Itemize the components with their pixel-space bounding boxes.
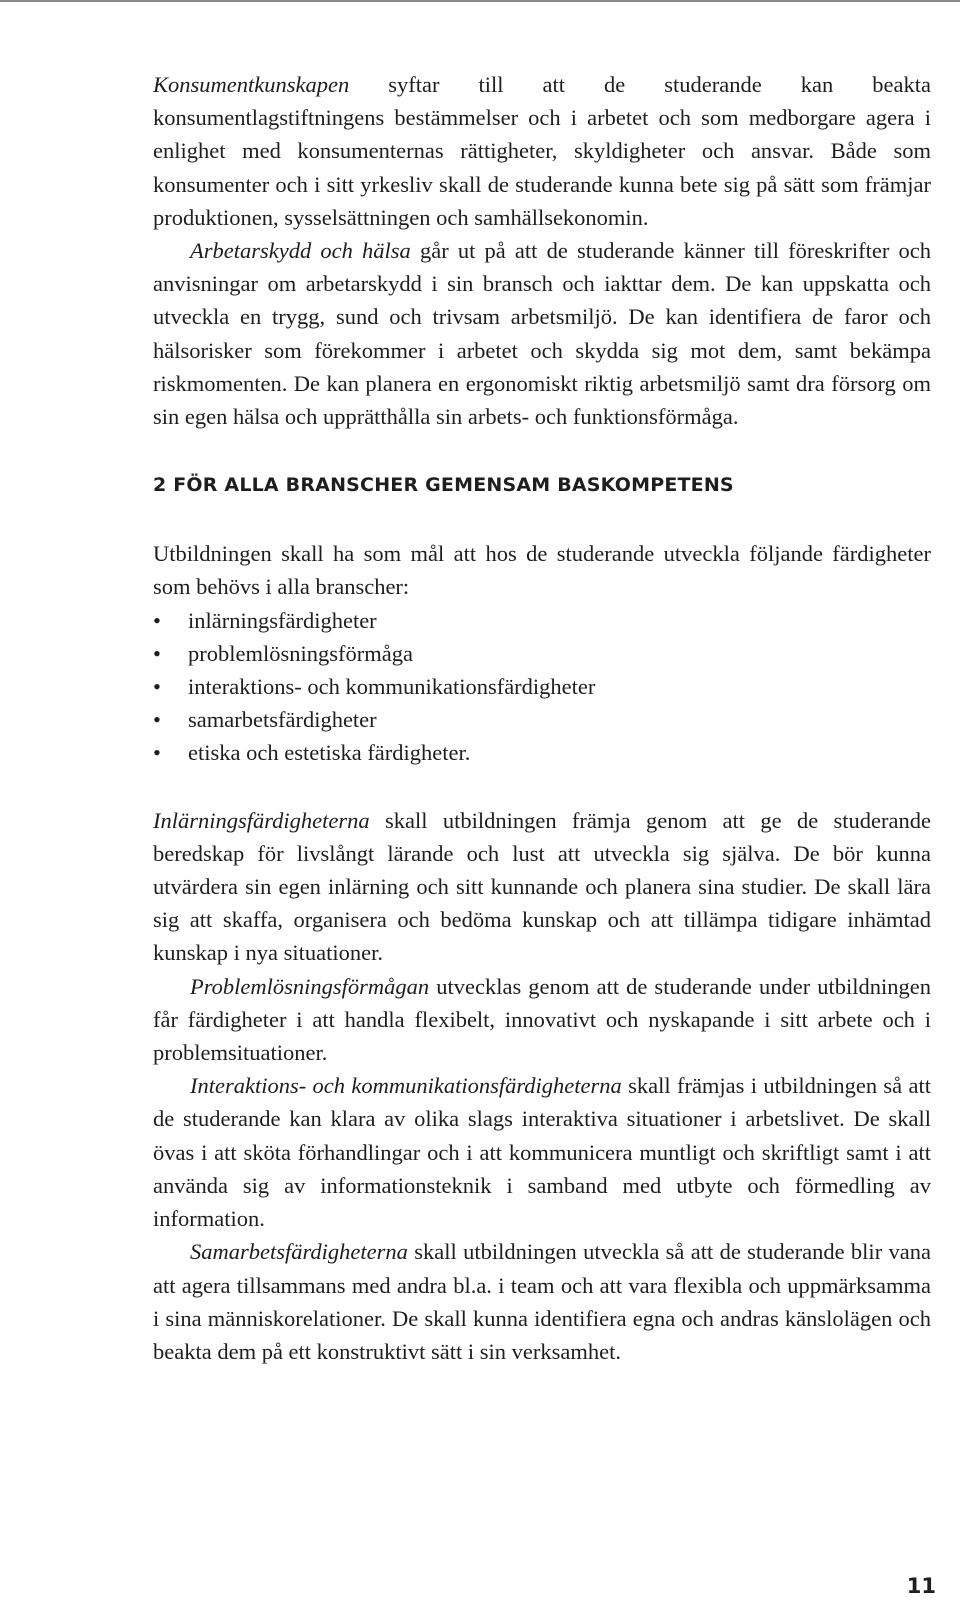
list-item (153, 670, 931, 703)
skills-descriptions (153, 804, 931, 1368)
intro-paragraph: Utbildningen skall ha som mål att hos de studerande utveckla följande färdigheter som behövs i alla branscher: (153, 541, 931, 600)
bullet-icon: • (153, 674, 161, 700)
list-item-text: etiska och estetiska färdigheter. (188, 740, 471, 766)
paragraph-arbetarskydd (153, 234, 931, 433)
bullet-icon: • (153, 607, 161, 633)
paragraph-text: går ut på att de studerande känner till föreskrifter och anvisningar om arbetarskydd i sin bransch och iakttar dem. De kan uppskatta och utveckla en trygg, sund och trivsam arbetsmiljö. De kan identifiera de faror och hälsorisker som förekommer i arbetet och skydda sig mot dem, samt bekämpa riskmomenten. De kan planera en ergonomiskt riktig arbetsmiljö samt dra försorg om sin egen hälsa och upprätthålla sin arbets- och funktionsförmåga. (153, 238, 931, 430)
paragraph-problemlosningsformagan (153, 970, 931, 1070)
paragraph-interaktionsfardigheterna (153, 1069, 931, 1235)
list-item (153, 604, 931, 637)
top-rule (0, 0, 960, 2)
list-item (153, 703, 931, 736)
bullet-icon: • (153, 707, 161, 733)
paragraph-lead: Interaktions- och kommunikationsfärdigheterna (190, 1073, 622, 1099)
bullet-icon: • (153, 740, 161, 766)
section-heading: 2 FÖR ALLA BRANSCHER GEMENSAM BASKOMPETENS (153, 474, 734, 497)
page-body (153, 68, 931, 1368)
paragraph-lead: Samarbetsfärdigheterna (190, 1239, 408, 1265)
paragraph-text: skall utbildningen utveckla så att de studerande blir vana att agera tillsammans med andra bl.a. i team och att vara flexibla och uppmärksamma i sina människorelationer. De skall kunna identifiera egna och andras känslolägen och beakta dem på ett konstruktivt sätt i sin verksamhet. (153, 1239, 931, 1364)
paragraph-konsumentkunskapen (153, 68, 931, 234)
list-item-text: samarbetsfärdigheter (188, 707, 377, 733)
skills-list (153, 604, 931, 770)
paragraph-text: syftar till att de studerande kan beakta konsumentlagstiftningens bestämmelser och i arbetet och som medborgare agera i enlighet med konsumenternas rättigheter, skyldigheter och ansvar. Både som konsumenter och i sitt yrkesliv skall de studerande kunna bete sig på sätt som främjar produktionen, sysselsättningen och samhällsekonomin. (153, 72, 931, 230)
paragraph-lead: Arbetarskydd och hälsa (190, 238, 411, 264)
bullet-icon: • (153, 640, 161, 666)
paragraph-lead: Problemlösningsförmågan (190, 973, 430, 999)
paragraph-inlarningsfardigheterna (153, 804, 931, 970)
paragraph-text: skall utbildningen främja genom att ge de studerande beredskap för livslångt lärande och lust att utveckla sig själva. De bör kunna utvärdera sin egen inlärning och sitt kunnande och planera sina studier. De skall lära sig att skaffa, organisera och bedöma kunskap och att tillämpa tidigare inhämtad kunskap i nya situationer. (153, 807, 931, 966)
list-item-text: problemlösningsförmåga (188, 640, 413, 666)
paragraph-samarbetsfardigheterna (153, 1235, 931, 1368)
paragraph-lead: Inlärningsfärdigheterna (153, 807, 370, 833)
paragraph-text: skall främjas i utbildningen så att de studerande kan klara av olika slags interaktiva situationer i arbetslivet. De skall övas i att sköta förhandlingar och i att kommunicera muntligt och skriftligt samt i att använda sig av informationsteknik i samband med utbyte och förmedling av information. (153, 1073, 931, 1232)
paragraph-text: utvecklas genom att de studerande under utbildningen får färdigheter i att handla flexibelt, innovativt och nyskapande i sitt arbete och i problemsituationer. (153, 973, 931, 1066)
list-item-text: interaktions- och kommunikationsfärdigheter (188, 674, 596, 700)
page-number: 11 (906, 1574, 936, 1598)
list-item-text: inlärningsfärdigheter (188, 607, 377, 633)
list-item (153, 637, 931, 670)
list-item (153, 736, 931, 769)
paragraph-lead: Konsumentkunskapen (153, 72, 350, 97)
